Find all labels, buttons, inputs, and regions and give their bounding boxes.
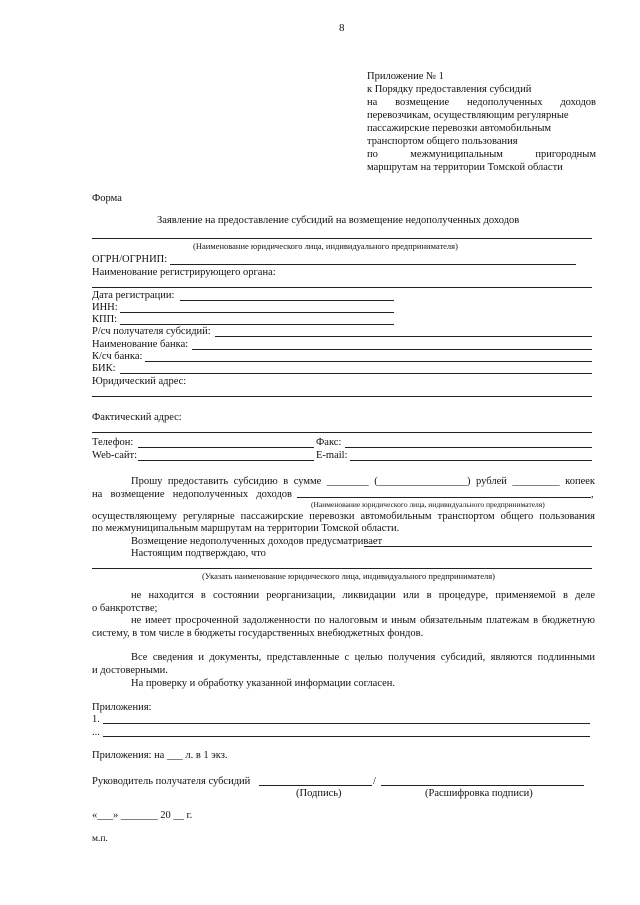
corr-field[interactable] (145, 361, 592, 362)
attachments-heading: Приложения: (92, 702, 152, 713)
signature-field[interactable] (259, 785, 372, 786)
actual-address-label: Фактический адрес: (92, 412, 182, 423)
bik-label: БИК: (92, 363, 116, 374)
phone-field[interactable] (138, 447, 314, 448)
attachment-item-more: ... (92, 727, 100, 738)
signature-caption: (Подпись) (296, 788, 342, 799)
authenticity-line-1: Все сведения и документы, представленные с целью получения субсидий, являются подлинными (131, 652, 595, 663)
legal-address-label: Юридический адрес: (92, 376, 187, 387)
appendix-line-1: Приложение № 1 (367, 71, 444, 82)
request-line-2: на возмещение недополученных доходов (92, 489, 292, 500)
reg-organ-label: Наименование регистрирующего органа: (92, 267, 276, 278)
authenticity-line-2: и достоверными. (92, 665, 168, 676)
form-label: Форма (92, 193, 122, 204)
reg-date-label: Дата регистрации: (92, 290, 175, 301)
email-field[interactable] (350, 460, 592, 461)
appendix-line-8: маршрутам на территории Томской области (367, 162, 563, 173)
compensation-field[interactable] (364, 546, 592, 547)
appendix-line-2: к Порядку предоставления субсидий (367, 84, 532, 95)
kpp-label: КПП: (92, 314, 118, 325)
clause-1-line-1: не находится в состоянии реорганизации, ликвидации или в процедуре, применяемой в деле (131, 590, 595, 601)
appendix-line-7: по межмуниципальным пригородным (367, 149, 596, 160)
entity-name-line[interactable] (92, 238, 592, 239)
reg-organ-field[interactable] (92, 287, 592, 288)
fax-field[interactable] (345, 447, 592, 448)
legal-address-field[interactable] (92, 396, 592, 397)
page-number: 8 (339, 22, 345, 34)
attachment-item-1-number: 1. (92, 714, 100, 725)
attachment-item-more-field[interactable] (103, 736, 590, 737)
appendix-line-4: перевозчикам, осуществляющим регулярные (367, 110, 569, 121)
clause-2-line-2: систему, в том числе в бюджеты государственных внебюджетных фондов. (92, 628, 424, 639)
website-field[interactable] (138, 460, 314, 461)
stamp-label: м.п. (92, 834, 108, 844)
attachments-count: Приложения: на ___ л. в 1 экз. (92, 750, 228, 761)
reg-date-field[interactable] (180, 300, 394, 301)
bank-field[interactable] (192, 349, 592, 350)
appendix-line-3: на возмещение недополученных доходов (367, 97, 596, 108)
signature-decode-caption: (Расшифровка подписи) (425, 788, 533, 799)
request-comma: , (591, 489, 594, 500)
actual-address-field[interactable] (92, 432, 592, 433)
website-label: Web-сайт: (92, 450, 138, 461)
signature-slash: / (373, 776, 376, 787)
account-label: Р/сч получателя субсидий: (92, 326, 211, 337)
signatory-label: Руководитель получателя субсидий (92, 776, 251, 787)
bank-label: Наименование банка: (92, 339, 189, 350)
inn-field[interactable] (120, 312, 394, 313)
appendix-line-6: транспортом общего пользования (367, 136, 518, 147)
email-label: E-mail: (316, 450, 348, 461)
entity-caption: (Наименование юридического лица, индивидуального предпринимателя) (193, 241, 458, 251)
appendix-line-5: пассажирские перевозки автомобильным (367, 123, 552, 134)
clause-2-line-1: не имеет просроченной задолженности по налоговым и иным обязательным платежам в бюджетную (131, 615, 595, 626)
consent-text: На проверку и обработку указанной информации согласен. (131, 678, 396, 689)
date-line: «___» _______ 20 __ г. (92, 810, 193, 821)
phone-label: Телефон: (92, 437, 134, 448)
request-line-3: осуществляющему регулярные пассажирские перевозки автомобильным транспортом общего пользования (92, 511, 595, 522)
account-field[interactable] (215, 336, 592, 337)
corr-label: К/сч банка: (92, 351, 143, 362)
ogrn-label: ОГРН/ОГРНИП: (92, 254, 168, 265)
request-line-1: Прошу предоставить субсидию в сумме ________ (_________________) рублей _________ копеек (131, 476, 595, 487)
attachment-item-1-field[interactable] (103, 723, 590, 724)
document-title: Заявление на предоставление субсидий на возмещение недополученных доходов (157, 215, 520, 226)
confirm-entity-caption: (Указать наименование юридического лица, индивидуального предпринимателя) (202, 571, 495, 581)
inn-label: ИНН: (92, 302, 118, 313)
ogrn-field[interactable] (170, 264, 576, 265)
fax-label: Факс: (316, 437, 342, 448)
clause-1-line-2: о банкротстве; (92, 603, 158, 614)
confirm-text: Настоящим подтверждаю, что (131, 548, 266, 559)
confirm-entity-field[interactable] (92, 568, 592, 569)
request-entity-caption: (Наименование юридического лица, индивидуального предпринимателя) (311, 500, 545, 509)
compensation-text: Возмещение недополученных доходов предусматривает (131, 536, 383, 547)
signature-decode-field[interactable] (381, 785, 584, 786)
request-line-4: по межмуниципальным маршрутам на территории Томской области. (92, 523, 400, 534)
bik-field[interactable] (120, 373, 592, 374)
